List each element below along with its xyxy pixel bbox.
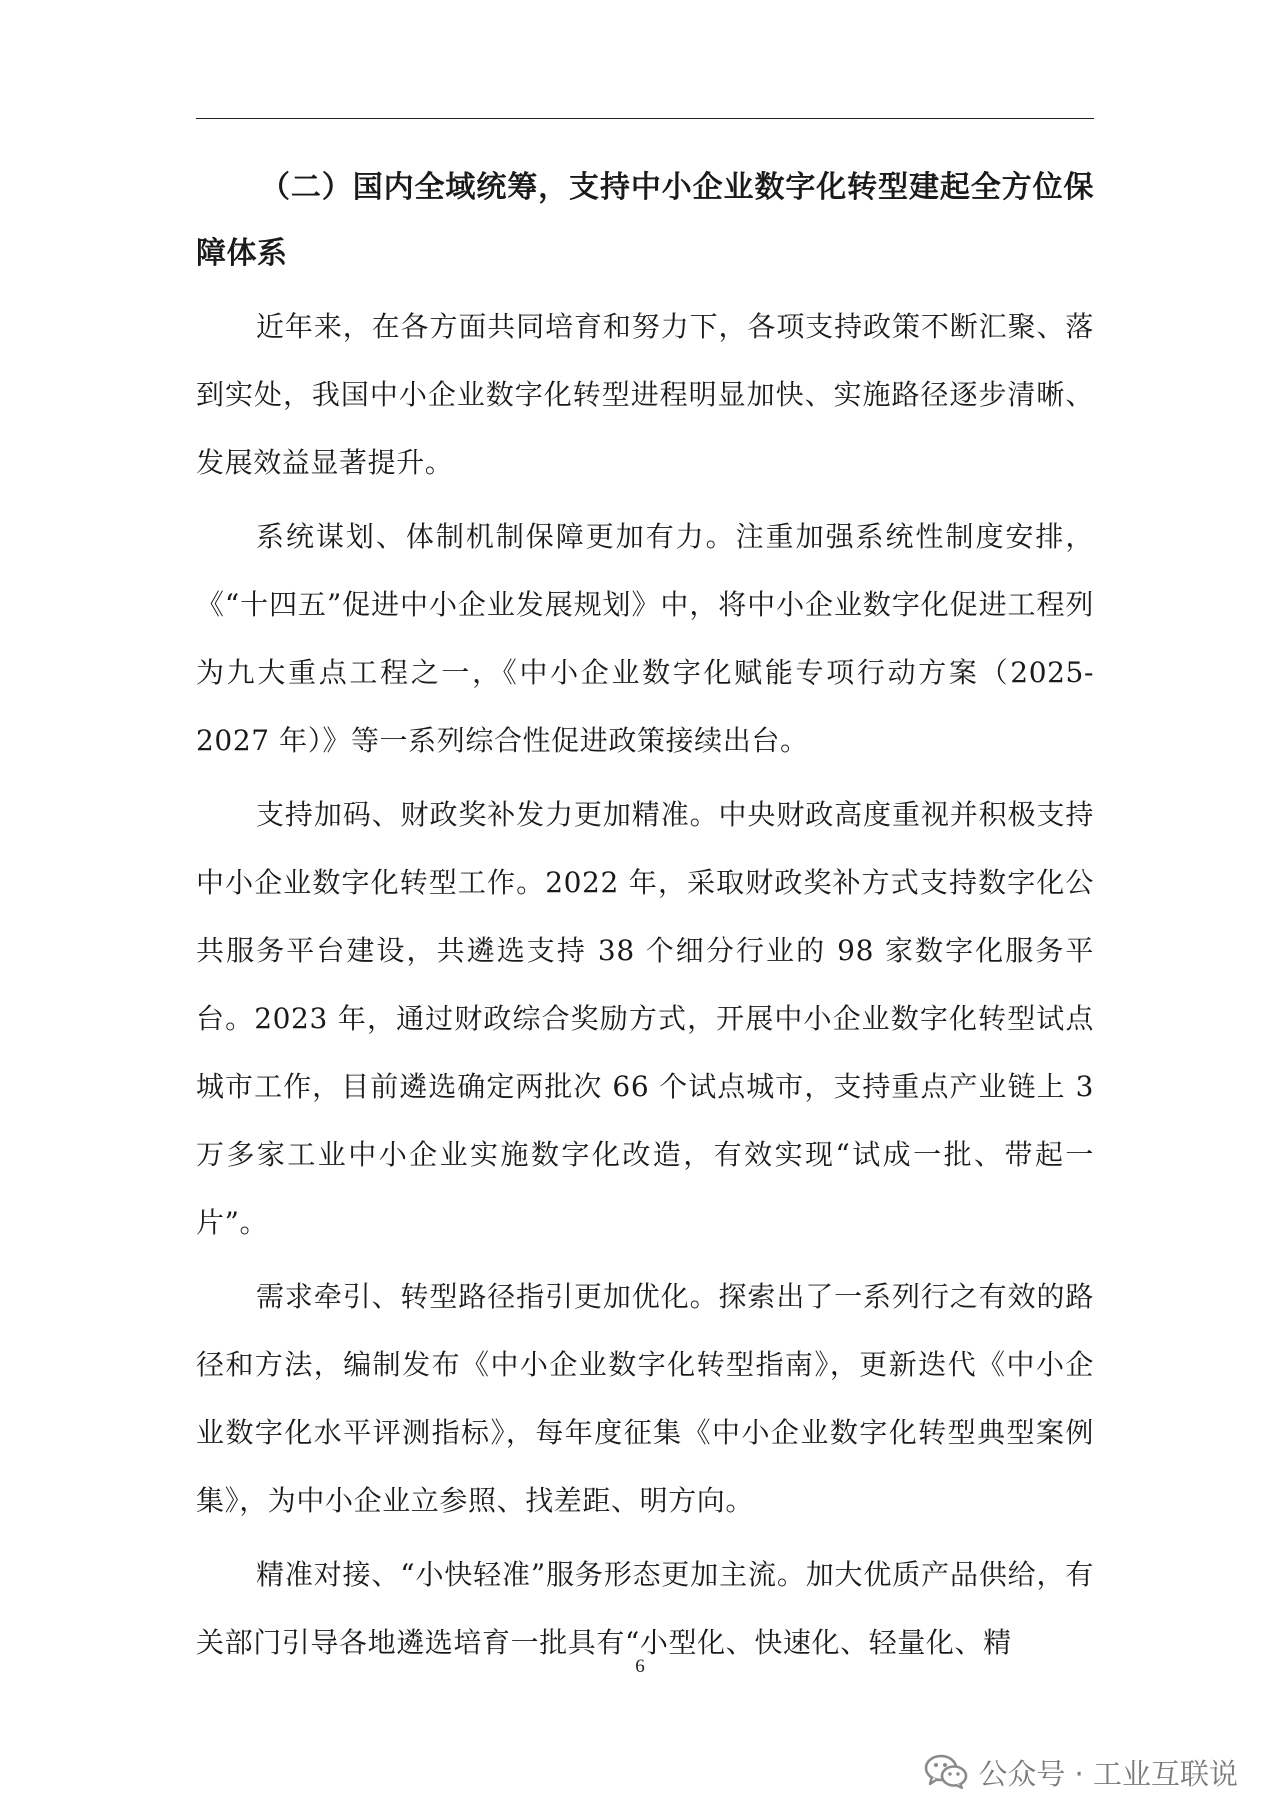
section-heading: （二）国内全域统筹，支持中小企业数字化转型建起全方位保障体系 xyxy=(196,170,1094,271)
paragraph-2: 系统谋划、体制机制保障更加有力。注重加强系统性制度安排，《“十四五”促进中小企业发展规划》中，将中小企业数字化促进工程列为九大重点工程之一，《中小企业数字化赋能专项行动方案（2025-2027 年）》等一系列综合性促进政策接续出台。 xyxy=(196,520,1094,757)
watermark-text: 公众号 · 工业互联说 xyxy=(978,1756,1238,1791)
paragraph-1: 近年来，在各方面共同培育和努力下，各项支持政策不断汇聚、落到实处，我国中小企业数字化转型进程明显加快、实施路径逐步清晰、发展效益显著提升。 xyxy=(196,310,1094,479)
paragraph-5: 精准对接、“小快轻准”服务形态更加主流。加大优质产品供给，有关部门引导各地遴选培育一批具有“小型化、快速化、轻量化、精 xyxy=(196,1558,1094,1659)
page-number: 6 xyxy=(635,1656,645,1677)
document-body xyxy=(196,155,1094,1683)
watermark xyxy=(924,1752,1238,1792)
wechat-icon xyxy=(924,1754,968,1790)
header-rule xyxy=(196,118,1094,119)
paragraph-3: 支持加码、财政奖补发力更加精准。中央财政高度重视并积极支持中小企业数字化转型工作。2022 年，采取财政奖补方式支持数字化公共服务平台建设，共遴选支持 38 个细分行业的 98 家数字化服务平台。2023 年，通过财政综合奖励方式，开展中小企业数字化转型试点城市工作，目前遴选确定两批次 66 个试点城市，支持重点产业链上 3 万多家工业中小企业实施数字化改造，有效实现“试成一批、带起一片”。 xyxy=(196,798,1094,1239)
paragraph-4: 需求牵引、转型路径指引更加优化。探索出了一系列行之有效的路径和方法，编制发布《中小企业数字化转型指南》，更新迭代《中小企业数字化水平评测指标》，每年度征集《中小企业数字化转型典型案例集》，为中小企业立参照、找差距、明方向。 xyxy=(196,1280,1094,1517)
